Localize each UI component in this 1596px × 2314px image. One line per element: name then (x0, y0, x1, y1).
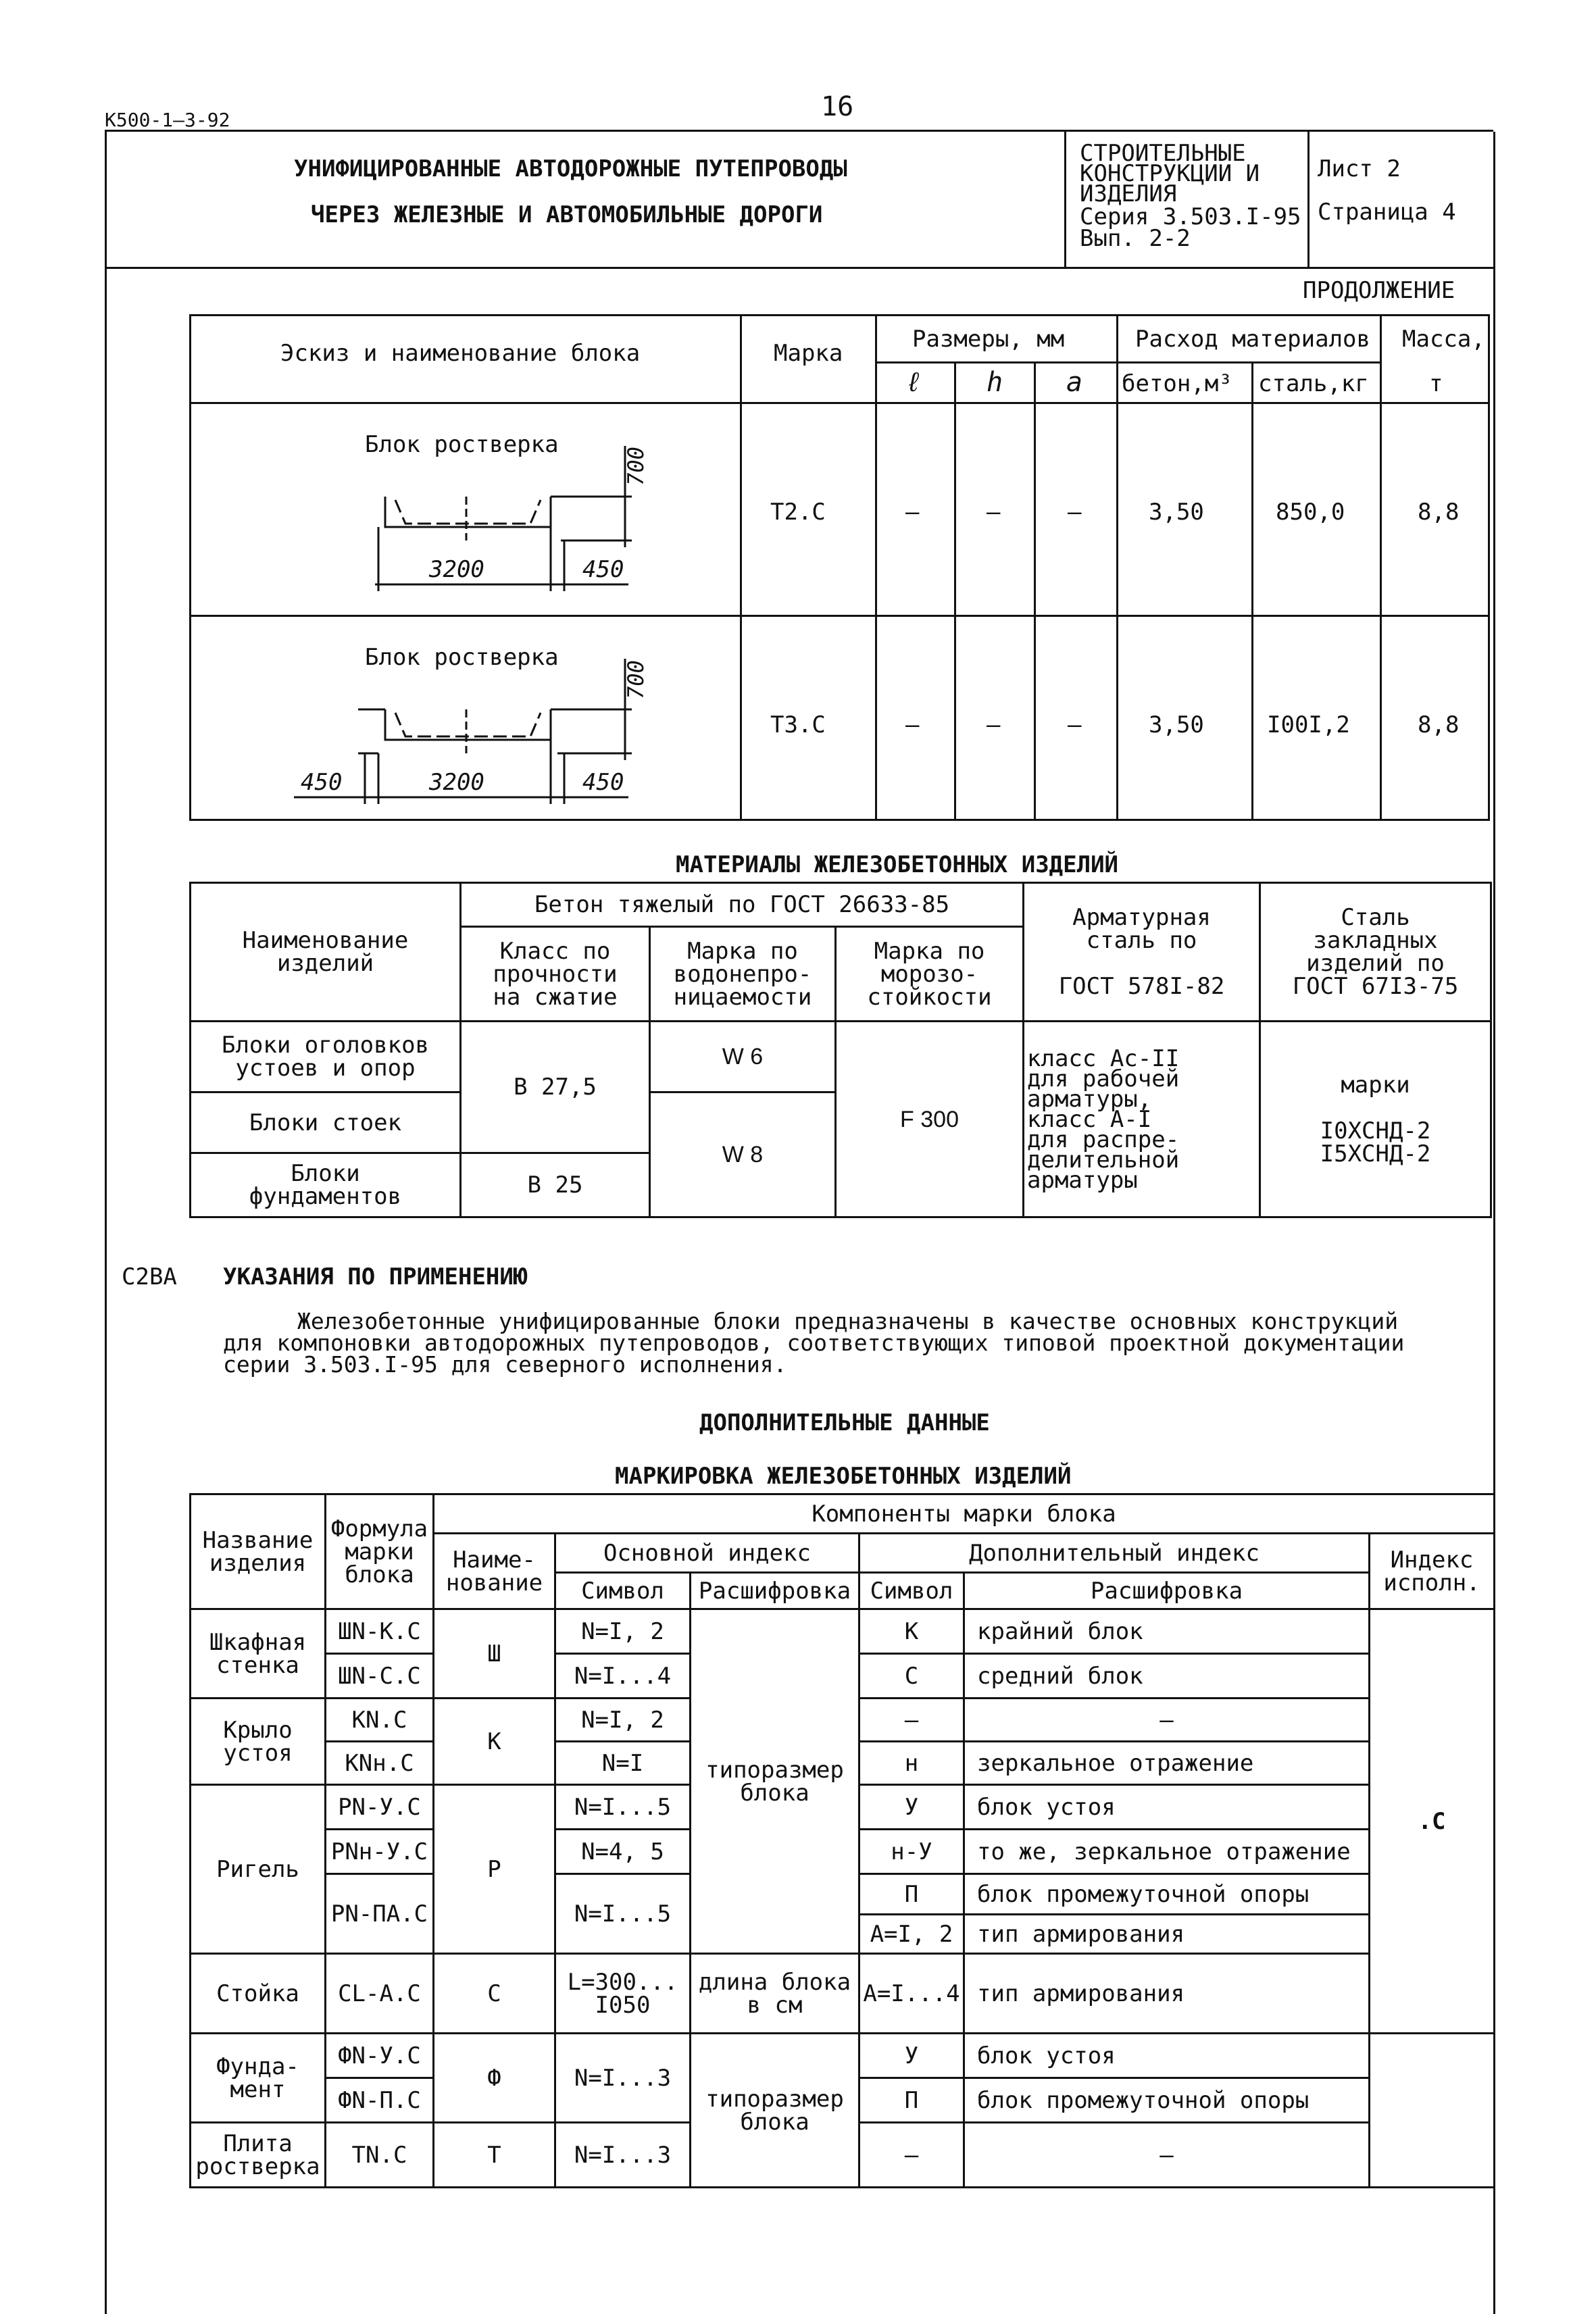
mat-row-posts: Блоки стоек (191, 1092, 461, 1153)
header-category-line1: СТРОИТЕЛЬНЫЕ (1080, 140, 1246, 167)
mat-frost: F 300 (836, 1022, 1024, 1217)
head-steel: сталь,кг (1258, 370, 1369, 397)
usage-line3: серии 3.503.I-95 для северного исполнения. (223, 1351, 787, 1378)
page-number: 16 (821, 91, 854, 122)
mk-formula: РN-У.С (326, 1785, 434, 1830)
mk-main-symbol: N=I, 2 (555, 1609, 691, 1654)
mk-product: Крыло устоя (191, 1699, 326, 1785)
block-mark: Т3.С (770, 711, 826, 738)
header-title-line2: ЧЕРЕЗ ЖЕЛЕЗНЫЕ И АВТОМОБИЛЬНЫЕ ДОРОГИ (311, 201, 823, 228)
mk-main-symbol: L=300... I050 (555, 1954, 691, 2034)
dim-right: 450 (582, 769, 624, 796)
block-mass: 8,8 (1418, 711, 1460, 738)
mk-head-decoding: Расшифровка (691, 1573, 859, 1609)
mk-formula: КNн.С (326, 1742, 434, 1785)
usage-line1: Железобетонные унифицированные блоки предназначены в качестве основных конструкций (297, 1308, 1399, 1334)
mk-main-symbol: N=I...3 (555, 2123, 691, 2188)
steel-mass: 850,0 (1276, 499, 1345, 526)
marking-title: МАРКИРОВКА ЖЕЛЕЗОБЕТОННЫХ ИЗДЕЛИЙ (615, 1463, 1072, 1490)
mk-head-symbol: Символ (859, 1573, 964, 1609)
mk-add-decoding: тип армирования (964, 1915, 1370, 1954)
mk-add-symbol: А=I...4 (859, 1954, 964, 2034)
size-a: – (1068, 711, 1082, 738)
mk-add-symbol: С (859, 1654, 964, 1699)
mk-add-symbol: П (859, 1874, 964, 1915)
doc-code: К500-1—3-92 (105, 109, 230, 131)
mk-main-symbol: N=I...3 (555, 2034, 691, 2123)
mk-naming: К (434, 1699, 555, 1785)
head-mass1: Масса, (1402, 326, 1485, 353)
mk-head-components: Компоненты марки блока (434, 1494, 1495, 1534)
mk-product: Шкафная стенка (191, 1609, 326, 1699)
mk-add-symbol: – (859, 2123, 964, 2188)
mk-head-symbol: Символ (555, 1573, 691, 1609)
mat-row-foundations: Блоки фундаментов (191, 1153, 461, 1217)
block-mass: 8,8 (1418, 499, 1460, 526)
mk-main-symbol: N=I...5 (555, 1785, 691, 1830)
mk-add-symbol: П (859, 2078, 964, 2123)
header-title-line1: УНИФИЦИРОВАННЫЕ АВТОДОРОЖНЫЕ ПУТЕПРОВОДЫ (294, 155, 847, 182)
mk-formula: РN-ПА.С (326, 1874, 434, 1954)
mat-steel: марки I0ХСНД-2 I5ХСНД-2 (1260, 1022, 1491, 1217)
mat-head-rebar: Арматурная сталь по ГОСТ 578I-82 (1024, 883, 1260, 1022)
head-sizes: Размеры, мм (912, 326, 1065, 353)
mat-class-b275: В 27,5 (461, 1022, 650, 1153)
mk-product: Стойка (191, 1954, 326, 2034)
dim-height: 700 (622, 660, 649, 699)
head-consumption: Расход материалов (1135, 326, 1370, 353)
mk-naming: Т (434, 2123, 555, 2188)
mk-main-symbol: N=I, 2 (555, 1699, 691, 1742)
header-series: Серия 3.503.I-95 (1080, 203, 1301, 230)
head-h: h (987, 367, 1003, 398)
header-category-line3: ИЗДЕЛИЯ (1080, 180, 1177, 207)
mk-formula: РNн-У.С (326, 1830, 434, 1874)
mk-main-symbol: N=I...4 (555, 1654, 691, 1699)
mat-head-concrete: Бетон тяжелый по ГОСТ 26633-85 (461, 883, 1024, 927)
head-sketch: Эскиз и наименование блока (280, 340, 641, 367)
size-l: – (905, 711, 920, 738)
mat-head-water: Марка по водонепро- ницаемости (650, 927, 836, 1022)
mk-head-add-index: Дополнительный индекс (859, 1534, 1370, 1573)
mat-row-heads: Блоки оголовков устоев и опор (191, 1022, 461, 1092)
dim-height: 700 (622, 447, 649, 486)
header-category-line2: КОНСТРУКЦИИ И (1080, 160, 1260, 187)
size-h: – (987, 499, 1001, 526)
mat-water-w8: W 8 (650, 1092, 836, 1217)
mk-main-symbol: N=I...5 (555, 1874, 691, 1954)
mk-head-naming: Наиме- нование (434, 1534, 555, 1609)
mat-head-name: Наименование изделий (191, 883, 461, 1022)
mk-main-decoding: типоразмер блока (691, 1609, 859, 1954)
mk-add-symbol: н-У (859, 1830, 964, 1874)
mk-add-decoding: то же, зеркальное отражение (964, 1830, 1370, 1874)
usage-code: С2ВА (122, 1263, 177, 1290)
mk-head-main-index: Основной индекс (555, 1534, 859, 1573)
mk-main-symbol: N=4, 5 (555, 1830, 691, 1874)
mk-formula: ШN-К.С (326, 1609, 434, 1654)
mk-head-product: Название изделия (191, 1494, 326, 1609)
header-issue: Вып. 2-2 (1080, 225, 1191, 252)
mk-product: Плита ростверка (191, 2123, 326, 2188)
block-name: Блок ростверка (365, 431, 559, 458)
mat-class-b25: В 25 (461, 1153, 650, 1217)
size-a: – (1068, 499, 1082, 526)
mk-add-symbol: У (859, 2034, 964, 2078)
marking-table (189, 1493, 1495, 2188)
mk-add-decoding: блок устоя (964, 2034, 1370, 2078)
mat-head-steel: Сталь закладных изделий по ГОСТ 67I3-75 (1260, 883, 1491, 1022)
mk-exec-empty (1370, 2034, 1495, 2188)
mk-naming: Ф (434, 2034, 555, 2123)
mk-product: Ригель (191, 1785, 326, 1954)
head-l: ℓ (905, 367, 922, 398)
mk-add-decoding: тип армирования (964, 1954, 1370, 2034)
mk-formula: ФN-П.С (326, 2078, 434, 2123)
mk-add-decoding: – (964, 1699, 1370, 1742)
mk-add-decoding: блок устоя (964, 1785, 1370, 1830)
concrete-volume: 3,50 (1149, 499, 1204, 526)
size-h: – (987, 711, 1001, 738)
steel-mass: I00I,2 (1267, 711, 1350, 738)
usage-line2: для компоновки автодорожных путепроводов, соответствующих типовой проектной документации (223, 1330, 1405, 1356)
mk-naming: Ш (434, 1609, 555, 1699)
mk-main-decoding: типоразмер блока (691, 2034, 859, 2188)
materials-title: МАТЕРИАЛЫ ЖЕЛЕЗОБЕТОННЫХ ИЗДЕЛИЙ (676, 851, 1119, 878)
block-mark: Т2.С (770, 499, 826, 526)
mk-head-formula: Формула марки блока (326, 1494, 434, 1609)
mk-main-decoding: длина блока в см (691, 1954, 859, 2034)
header-page: Страница 4 (1318, 199, 1456, 226)
mk-formula: ШN-С.С (326, 1654, 434, 1699)
additional-title: ДОПОЛНИТЕЛЬНЫЕ ДАННЫЕ (699, 1409, 990, 1436)
block-name: Блок ростверка (365, 644, 559, 671)
mk-formula: ФN-У.С (326, 2034, 434, 2078)
dim-length: 3200 (429, 556, 484, 583)
head-concrete: бетон,м³ (1122, 370, 1232, 397)
mk-formula: ТN.С (326, 2123, 434, 2188)
mk-add-decoding: блок промежуточной опоры (964, 2078, 1370, 2123)
usage-title: УКАЗАНИЯ ПО ПРИМЕНЕНИЮ (223, 1263, 528, 1290)
concrete-volume: 3,50 (1149, 711, 1204, 738)
mk-formula: СL-А.С (326, 1954, 434, 2034)
mk-main-symbol: N=I (555, 1742, 691, 1785)
dim-length: 3200 (429, 769, 484, 796)
mk-add-decoding: зеркальное отражение (964, 1742, 1370, 1785)
mat-head-frost: Марка по морозо- стойкости (836, 927, 1024, 1022)
mk-add-decoding: – (964, 2123, 1370, 2188)
mk-head-exec: Индекс исполн. (1370, 1534, 1495, 1609)
size-l: – (905, 499, 920, 526)
mat-head-class: Класс по прочности на сжатие (461, 927, 650, 1022)
head-mass2: т (1429, 370, 1443, 397)
mk-formula: КN.С (326, 1699, 434, 1742)
continuation-label: ПРОДОЛЖЕНИЕ (1303, 277, 1455, 304)
materials-table (189, 882, 1492, 1218)
mk-head-decoding: Расшифровка (964, 1573, 1370, 1609)
mat-water-w6: W 6 (650, 1022, 836, 1092)
mk-add-symbol: А=I, 2 (859, 1915, 964, 1954)
head-a: a (1066, 367, 1083, 398)
dim-right: 450 (582, 556, 624, 583)
head-mark: Марка (774, 340, 843, 367)
mk-add-decoding: крайний блок (964, 1609, 1370, 1654)
mk-add-symbol: У (859, 1785, 964, 1830)
mat-rebar: класс Ас-II для рабочей арматуры, класс А-I для распре- делительной арматуры (1024, 1022, 1260, 1217)
mk-add-decoding: средний блок (964, 1654, 1370, 1699)
mk-exec-index: .С (1370, 1609, 1495, 2034)
mk-product: Фунда- мент (191, 2034, 326, 2123)
mk-add-decoding: блок промежуточной опоры (964, 1874, 1370, 1915)
mk-add-symbol: н (859, 1742, 964, 1785)
mk-add-symbol: К (859, 1609, 964, 1654)
mk-naming: С (434, 1954, 555, 2034)
header-sheet: Лист 2 (1318, 155, 1401, 182)
mk-add-symbol: – (859, 1699, 964, 1742)
dim-left: 450 (301, 769, 343, 796)
mk-naming: Р (434, 1785, 555, 1954)
